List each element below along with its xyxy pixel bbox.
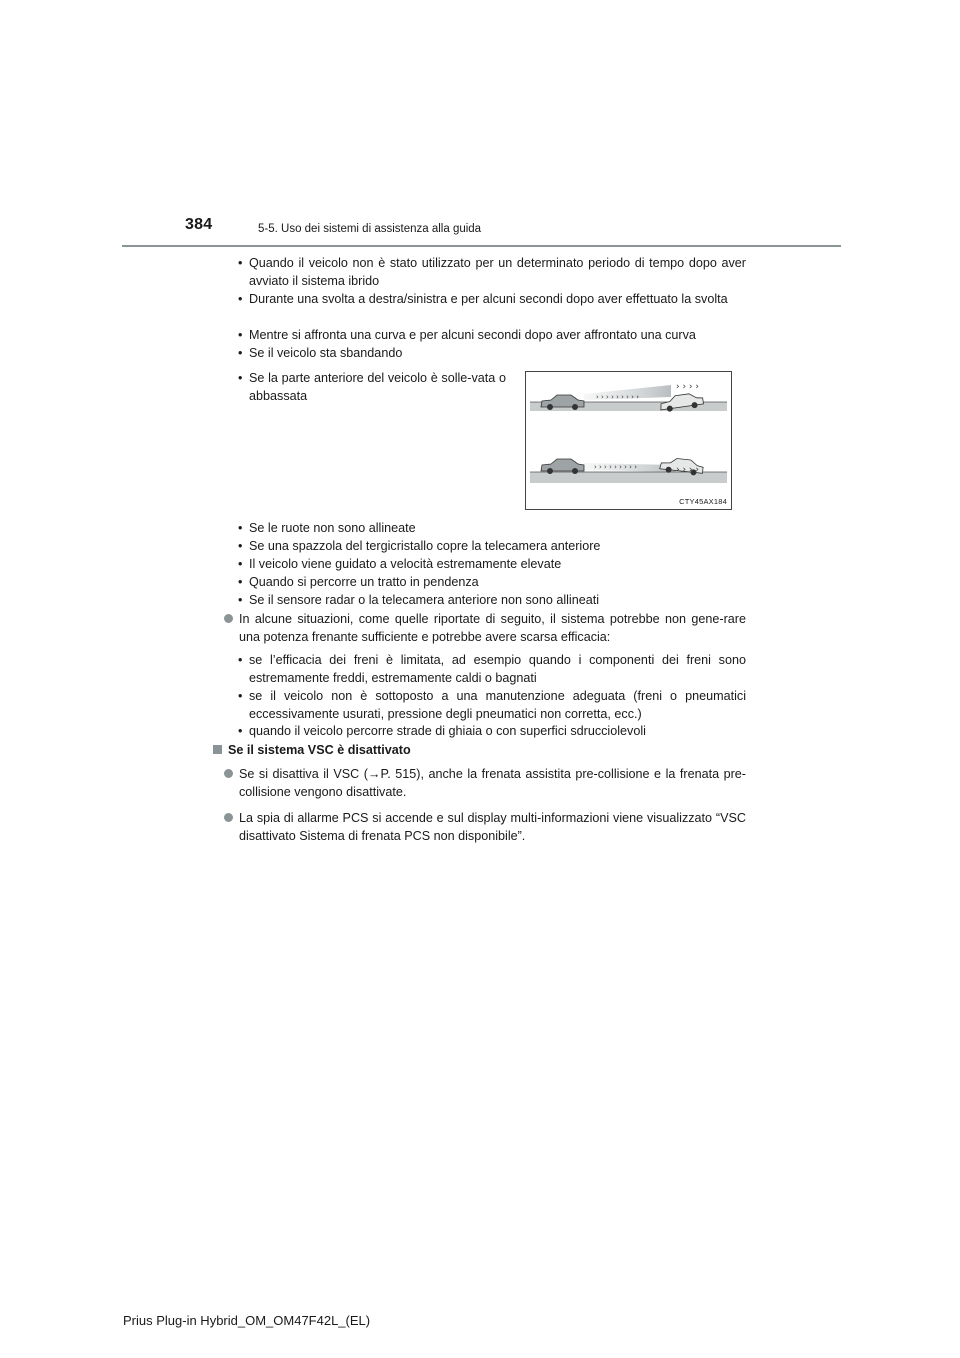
- vehicle-illustration-graphic: [526, 372, 731, 509]
- bullet-item: • se il veicolo non è sottoposto a una manutenzione adeguata (freni o pneumatici eccessivamente usurati, pressione degli pneumatici non corretta, ecc.): [238, 689, 746, 721]
- bullet-item: • Quando si percorre un tratto in pendenza: [238, 575, 479, 589]
- subheading: Se il sistema VSC è disattivato: [213, 741, 411, 759]
- bullet-item: • Durante una svolta a destra/sinistra e per alcuni secondi dopo aver effettuato la svolta: [238, 292, 728, 306]
- footer-doc-id: Prius Plug-in Hybrid_OM_OM47F42L_(EL): [123, 1313, 371, 1328]
- note-item: Se si disattiva il VSC (→P. 515), anche la frenata assistita pre-collisione e la frenata pre-collisione vengono disattivate.: [224, 765, 746, 801]
- square-bullet-icon: [213, 745, 222, 754]
- bullet-item: • Se la parte anteriore del veicolo è solle-vata o abbassata: [238, 371, 506, 403]
- bullet-item: • Mentre si affronta una curva e per alcuni secondi dopo aver affrontato una curva: [238, 328, 696, 342]
- bullet-item: • Se le ruote non sono allineate: [238, 521, 416, 535]
- section-title: 5-5. Uso dei sistemi di assistenza alla guida: [258, 223, 482, 235]
- vehicle-pitch-illustration: [525, 371, 732, 510]
- arrow-marks: › › › ›: [676, 465, 699, 475]
- bullet-item: • quando il veicolo percorre strade di ghiaia o con superfici sdrucciolevoli: [238, 724, 646, 738]
- arrow-marks: › › › › › › › › ›: [594, 463, 637, 471]
- bullet-item: • Il veicolo viene guidato a velocità estremamente elevate: [238, 557, 562, 571]
- arrow-marks: › › › › › › › › ›: [596, 393, 639, 401]
- bullet-item: • Se il sensore radar o la telecamera anteriore non sono allineati: [238, 593, 600, 607]
- circle-bullet-icon: [224, 813, 233, 822]
- figure-code: CTY45AX184: [679, 497, 727, 506]
- note-item: In alcune situazioni, come quelle riportate di seguito, il sistema potrebbe non gene-rare una potenza frenante sufficiente e potrebbe avere scarsa efficacia:: [224, 610, 746, 646]
- bullet-item: • se l’efficacia dei freni è limitata, ad esempio quando i componenti dei freni sono estremamente freddi, estremamente caldi o bagnati: [238, 653, 746, 685]
- bullet-item: • Quando il veicolo non è stato utilizzato per un determinato periodo di tempo dopo aver avviato il sistema ibrido: [238, 256, 746, 288]
- circle-bullet-icon: [224, 769, 233, 778]
- note-item: La spia di allarme PCS si accende e sul display multi-informazioni viene visualizzato “VSC disattivato Sistema di frenata PCS non disponibile”.: [224, 809, 746, 845]
- bullet-item: • Se il veicolo sta sbandando: [238, 346, 403, 360]
- bullet-item: • Se una spazzola del tergicristallo copre la telecamera anteriore: [238, 539, 601, 553]
- circle-bullet-icon: [224, 614, 233, 623]
- arrow-marks: › › › ›: [676, 382, 699, 392]
- page-number: 384: [185, 216, 213, 233]
- header-rule: [122, 245, 841, 247]
